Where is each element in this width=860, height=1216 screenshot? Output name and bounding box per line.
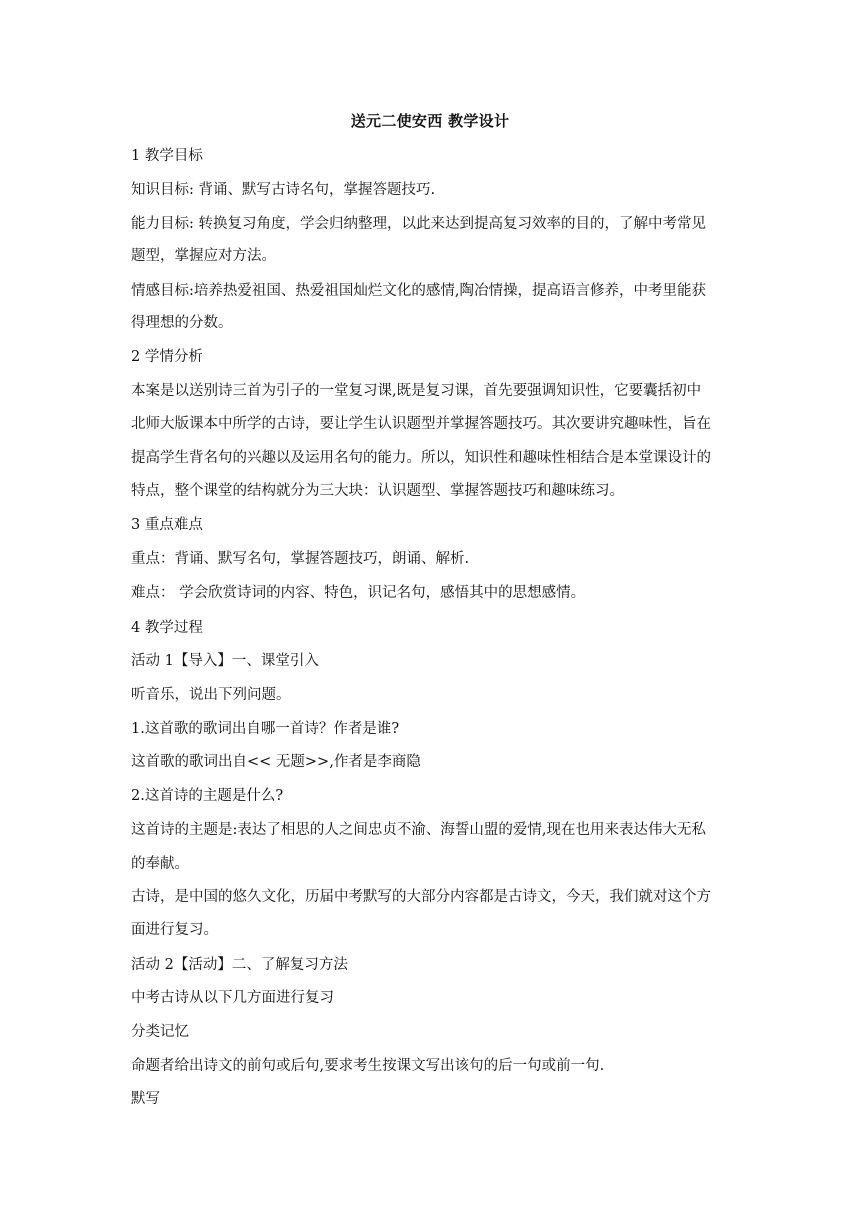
text-line: 这首诗的主题是:表达了相思的人之间忠贞不渝、海誓山盟的爱情,现在也用来表达伟大无私: [131, 822, 706, 838]
text-line: 活动 1【导入】一、课堂引入: [131, 653, 319, 669]
section-heading: 2 学情分析: [131, 349, 203, 365]
text-line: 这首歌的歌词出自<< 无题>>,作者是李商隐: [131, 754, 421, 770]
text-line: 本案是以送别诗三首为引子的一堂复习课,既是复习课，首先要强调知识性，它要囊括初中: [131, 383, 702, 399]
text-line: 古诗，是中国的悠久文化，历届中考默写的大部分内容都是古诗文，今天，我们就对这个方: [131, 889, 711, 905]
text-line: 题型，掌握应对方法。: [131, 248, 276, 264]
text-line: 中考古诗从以下几方面进行复习: [131, 990, 334, 1006]
text-line: 活动 2【活动】二、了解复习方法: [131, 957, 348, 973]
section-heading: 3 重点难点: [131, 517, 203, 533]
text-line: 命题者给出诗文的前句或后句,要求考生按课文写出该句的后一句或前一句.: [131, 1058, 605, 1074]
section-heading: 4 教学过程: [131, 620, 203, 636]
text-line: 知识目标: 背诵、默写古诗名句，掌握答题技巧.: [131, 182, 436, 198]
text-line: 特点，整个课堂的结构就分为三大块：认识题型、掌握答题技巧和趣味练习。: [131, 483, 624, 499]
text-line: 难点： 学会欣赏诗词的内容、特色，识记名句，感悟其中的思想感情。: [131, 585, 586, 601]
text-line: 情感目标:培养热爱祖国、热爱祖国灿烂文化的感情,陶冶情操，提高语言修养，中考里能获: [131, 283, 706, 299]
text-line: 听音乐，说出下列问题。: [131, 687, 291, 703]
text-line: 得理想的分数。: [131, 315, 233, 331]
document-title: 送元二使安西 教学设计: [350, 112, 510, 130]
text-line: 分类记忆: [131, 1024, 189, 1040]
text-line: 提高学生背名句的兴趣以及运用名句的能力。所以，知识性和趣味性相结合是本堂课设计的: [131, 450, 711, 466]
text-line: 2.这首诗的主题是什么?: [131, 788, 284, 804]
text-line: 1.这首歌的歌词出自哪一首诗？作者是谁?: [131, 721, 400, 737]
text-line: 北师大版课本中所学的古诗，要让学生认识题型并掌握答题技巧。其次要讲究趣味性，旨在: [131, 416, 711, 432]
text-line: 重点：背诵、默写名句，掌握答题技巧，朗诵、解析.: [131, 551, 470, 567]
text-line: 能力目标: 转换复习角度，学会归纳整理，以此来达到提高复习效率的目的，了解中考常见: [131, 216, 706, 232]
text-line: 默写: [131, 1091, 160, 1107]
text-line: 的奉献。: [131, 856, 189, 872]
section-heading: 1 教学目标: [131, 148, 203, 164]
text-line: 面进行复习。: [131, 922, 218, 938]
